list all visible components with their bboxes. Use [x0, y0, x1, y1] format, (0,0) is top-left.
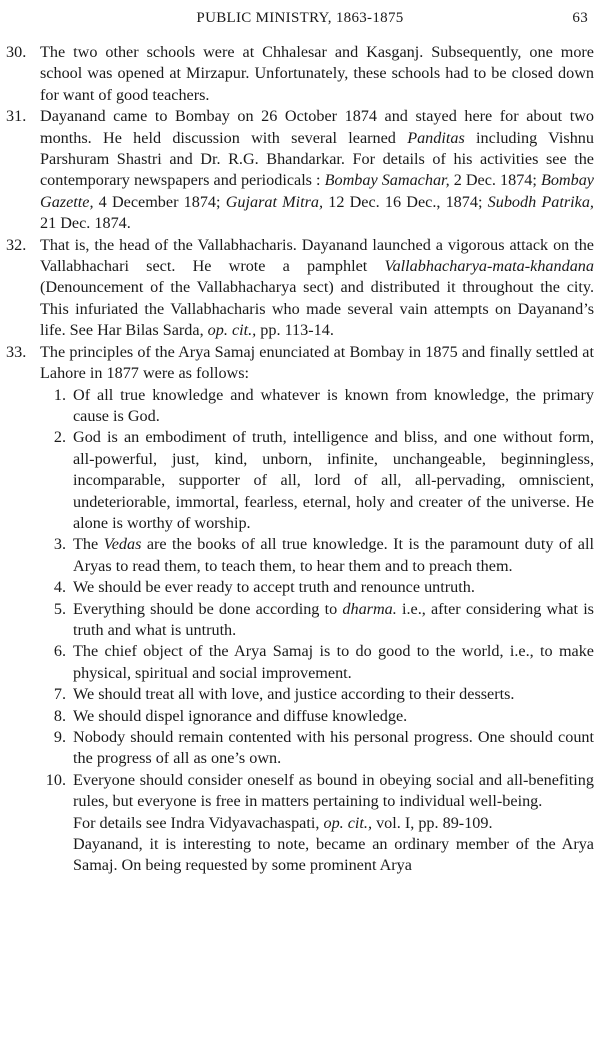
- text-run: That is, the head of the Vallabhacharis. Dayanand launched a vigorous attack on the Vallabhachari sect. He wrote a pamphlet: [40, 235, 594, 276]
- text-run: vol. I, pp. 89-109.: [372, 813, 493, 832]
- principle-text: Nobody should remain contented with his personal progress. One should count the progress of all as one’s own.: [73, 728, 594, 768]
- note-30: [0, 42, 600, 106]
- note-33: [0, 342, 600, 877]
- text-run: For details see Indra Vidyavachaspati,: [73, 813, 324, 832]
- principle-item: [40, 427, 594, 534]
- principle-number: 5.: [53, 599, 66, 618]
- note-number: 31.: [6, 107, 27, 126]
- principle-number: 2.: [53, 428, 66, 447]
- text-run: 2 Dec. 1874;: [449, 171, 541, 190]
- newspaper-title: Subodh Patrika,: [487, 192, 594, 211]
- note-text: The two other schools were at Chhalesar and Kasganj. Subsequently, one more school was opened at Mirzapur. Unfortunately, these schools had to be closed down for want of good teachers.: [40, 43, 594, 104]
- note-number: 33.: [6, 342, 27, 361]
- closing-paragraph: Dayanand, it is interesting to note, became an ordinary member of the Arya Samaj. On being requested by some prominent Arya: [73, 835, 594, 875]
- pamphlet-title: Vallabhacharya-mata-khandana: [384, 257, 594, 276]
- note-31: [0, 106, 600, 234]
- details-reference: [40, 813, 594, 834]
- principle-item: [40, 770, 594, 813]
- newspaper-title: Gujarat Mitra,: [225, 192, 324, 211]
- italic-term: Panditas: [407, 128, 465, 147]
- text-run: 21 Dec. 1874.: [40, 214, 131, 233]
- endnotes: [0, 42, 600, 877]
- running-head: [0, 10, 600, 34]
- principle-item: [40, 599, 594, 642]
- principles-list: [40, 385, 594, 813]
- principle-text: We should dispel ignorance and diffuse knowledge.: [73, 706, 408, 725]
- text-run: 12 Dec. 16 Dec., 1874;: [323, 192, 488, 211]
- principle-number: 4.: [53, 578, 66, 597]
- note-text: [40, 235, 594, 342]
- note-text: [40, 106, 594, 234]
- note-intro: The principles of the Arya Samaj enunciated at Bombay in 1875 and finally settled at Lahore in 1877 were as follows:: [40, 342, 594, 383]
- principle-item: [40, 577, 594, 598]
- principle-text: [73, 600, 594, 639]
- text-run: pp. 113-14.: [256, 321, 334, 340]
- page-number: 63: [572, 10, 588, 26]
- principle-text: Of all true knowledge and whatever is known from knowledge, the primary cause is God.: [73, 385, 594, 425]
- principle-text: The chief object of the Arya Samaj is to do good to the world, i.e., to make physical, spiritual and social improvement.: [73, 642, 594, 682]
- citation-abbrev: op. cit.,: [207, 321, 257, 340]
- principle-text: God is an embodiment of truth, intelligence and bliss, and one without form, all-powerful, just, kind, unborn, infinite, unchangeable, beginningless, incomparable, supporter of all, lord of all, all-pervading, omniscient, undeteriorable, immortal, fearless, eternal, holy and creater of the universe. He alone is worthy of worship.: [73, 428, 594, 532]
- newspaper-title: Bombay Samachar,: [324, 171, 450, 190]
- principle-text: We should treat all with love, and justice according to their desserts.: [73, 685, 515, 704]
- running-head-title: PUBLIC MINISTRY, 1863-1875: [196, 10, 404, 26]
- newspaper-title: Bombay Gazette,: [40, 171, 594, 211]
- note-32: [0, 235, 600, 342]
- citation-abbrev: op. cit.,: [323, 813, 373, 832]
- principle-text: Everyone should consider oneself as bound in obeying social and all-benefiting rules, but everyone is free in matters pertaining to individual well-being.: [73, 770, 594, 811]
- note-number: 32.: [6, 235, 27, 254]
- italic-term: Vedas: [103, 535, 142, 554]
- principle-number: 8.: [53, 706, 66, 725]
- principle-number: 7.: [53, 685, 66, 704]
- principle-number: 9.: [53, 728, 66, 746]
- principle-item: [40, 641, 594, 684]
- principle-item: [40, 727, 594, 770]
- principle-text: We should be ever ready to accept truth and renounce untruth.: [73, 578, 475, 597]
- principle-item: [40, 534, 594, 577]
- italic-term: dharma.: [342, 599, 397, 618]
- note-number: 30.: [6, 43, 27, 61]
- principle-item: [40, 385, 594, 428]
- text-run: Everything should be done according to: [73, 599, 343, 618]
- text-run: i.e., after considering what is truth and what is untruth.: [73, 599, 594, 639]
- principle-text: [73, 535, 594, 574]
- principle-item: [40, 684, 594, 705]
- principle-number: 3.: [53, 535, 66, 554]
- text-run: are the books of all true knowledge. It is the paramount duty of all Aryas to read them, to teach them, to hear them and to preach them.: [73, 535, 594, 575]
- principle-item: [40, 706, 594, 727]
- text-run: including Vishnu Parshuram Shastri and Dr. R.G. Bhandarkar. For details of his activities see the contemporary newspapers and periodicals :: [40, 128, 594, 190]
- text-run: Dayanand came to Bombay on 26 October 1874 and stayed here for about two months. He held discussion with several learned: [40, 107, 594, 147]
- principle-number: 10.: [45, 770, 66, 789]
- text-run: (Denouncement of the Vallabhacharya sect) and distributed it throughout the city. This infuriated the Vallabhacharis who made several vain attempts on Dayanand’s life. See Har Bilas Sarda,: [40, 278, 594, 340]
- text-run: 4 December 1874;: [93, 192, 226, 211]
- principle-number: 6.: [53, 642, 66, 661]
- text-run: The: [73, 535, 104, 554]
- principle-number: 1.: [53, 385, 66, 404]
